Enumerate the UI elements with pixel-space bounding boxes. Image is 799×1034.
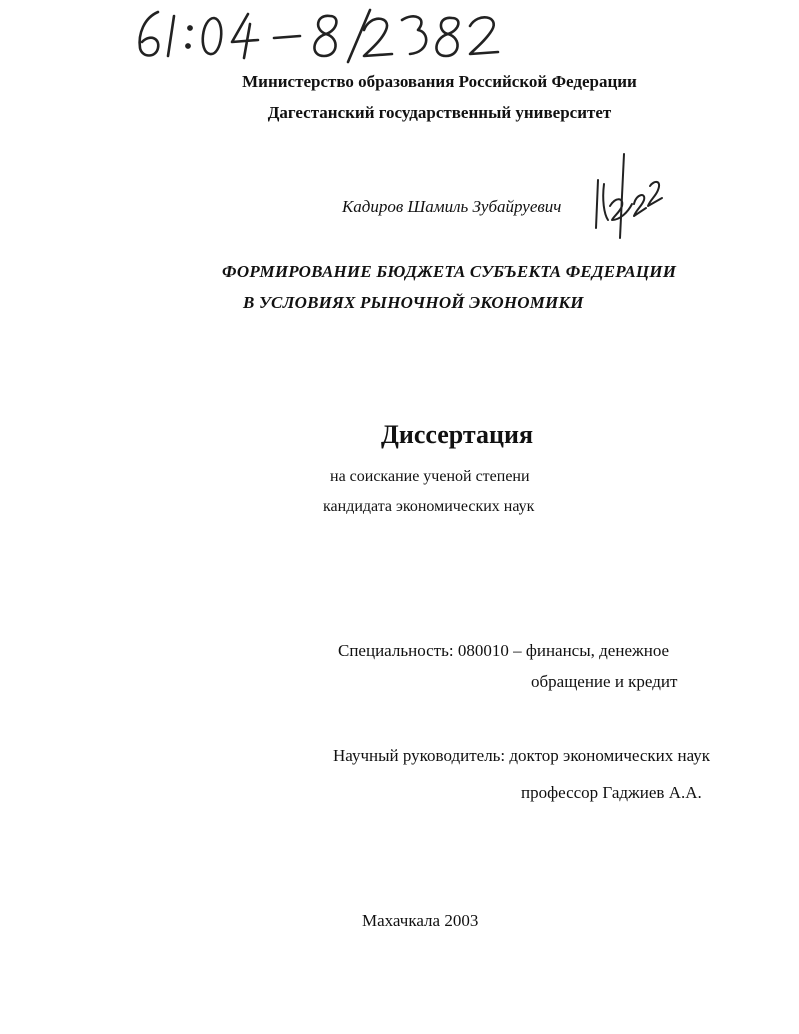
- supervisor-line-2: профессор Гаджиев А.А.: [521, 783, 702, 802]
- specialty-line-1: Специальность: 080010 – финансы, денежное: [338, 641, 670, 660]
- handwritten-archive-code: [130, 6, 510, 64]
- ministry-name: Министерство образования Российской Федерации: [242, 72, 637, 91]
- specialty-line-2: обращение и кредит: [531, 672, 678, 691]
- degree-line-2: кандидата экономических наук: [323, 498, 535, 515]
- degree-line-1: на соискание ученой степени: [330, 468, 530, 485]
- author-signature: [590, 150, 670, 240]
- supervisor-line-1: Научный руководитель: доктор экономических наук: [333, 746, 711, 765]
- dissertation-title-line-1: ФОРМИРОВАНИЕ БЮДЖЕТА СУБЪЕКТА ФЕДЕРАЦИИ: [222, 262, 677, 281]
- author-name: Кадиров Шамиль Зубайруевич: [342, 197, 562, 216]
- document-type-heading: Диссертация: [380, 420, 534, 449]
- city-and-year: Махачкала 2003: [362, 911, 479, 930]
- dissertation-title-line-2: В УСЛОВИЯХ РЫНОЧНОЙ ЭКОНОМИКИ: [243, 293, 584, 312]
- university-name: Дагестанский государственный университет: [267, 103, 612, 122]
